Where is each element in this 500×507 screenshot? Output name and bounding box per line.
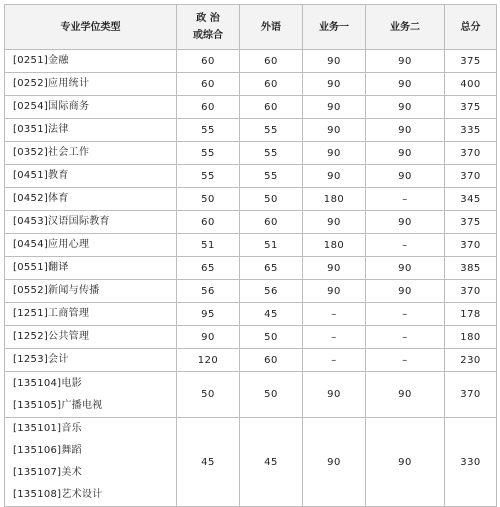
total-score-cell: 370 <box>445 280 497 303</box>
foreign-score-cell: 55 <box>240 142 303 165</box>
subject-two-score-cell: 90 <box>366 73 445 96</box>
header-politics-line2: 或综合 <box>193 30 223 41</box>
subject-two-score-cell: – <box>366 326 445 349</box>
politics-score-cell: 120 <box>177 349 240 372</box>
politics-score-cell: 60 <box>177 73 240 96</box>
category-label: [0551]翻译 <box>13 262 69 273</box>
category-label: [135105]广播电视 <box>13 399 103 411</box>
category-label: [135107]美术 <box>13 467 82 478</box>
category-label: [135101]音乐 <box>13 423 82 434</box>
subject-two-score-cell: – <box>366 234 445 257</box>
category-label: [135104]电影 <box>13 377 82 389</box>
category-cell <box>5 142 177 165</box>
category-cell <box>5 349 177 372</box>
header-politics <box>177 5 240 50</box>
total-score-cell: 400 <box>445 73 497 96</box>
politics-score-cell: 55 <box>177 165 240 188</box>
politics-score-cell: 56 <box>177 280 240 303</box>
category-label: [135106]舞蹈 <box>13 445 82 456</box>
category-label: [0351]法律 <box>13 124 69 135</box>
category-label: [1253]会计 <box>13 354 69 365</box>
foreign-score-cell: 50 <box>240 372 303 418</box>
foreign-score-cell: 50 <box>240 326 303 349</box>
table-row <box>5 349 497 372</box>
total-score-cell: 385 <box>445 257 497 280</box>
category-cell <box>5 234 177 257</box>
politics-score-cell: 60 <box>177 96 240 119</box>
politics-score-cell: 50 <box>177 188 240 211</box>
subject-two-score-cell: 90 <box>366 96 445 119</box>
subject-one-score-cell: – <box>303 349 366 372</box>
table-row <box>5 50 497 73</box>
politics-score-cell: 65 <box>177 257 240 280</box>
header-category: 专业学位类型 <box>5 5 177 50</box>
category-label: [0552]新闻与传播 <box>13 285 100 296</box>
category-cell <box>5 119 177 142</box>
subject-one-score-cell: – <box>303 303 366 326</box>
category-label: [135108]艺术设计 <box>13 489 103 500</box>
foreign-score-cell: 45 <box>240 303 303 326</box>
subject-one-score-cell: – <box>303 326 366 349</box>
category-label: [0352]社会工作 <box>13 147 90 158</box>
category-label: [0452]体育 <box>13 193 69 204</box>
foreign-score-cell: 65 <box>240 257 303 280</box>
total-score-cell: 370 <box>445 372 497 418</box>
subject-one-score-cell: 90 <box>303 165 366 188</box>
category-label: [0254]国际商务 <box>13 101 90 112</box>
total-score-cell: 375 <box>445 50 497 73</box>
subject-two-score-cell: 90 <box>366 165 445 188</box>
table-row <box>5 119 497 142</box>
category-label: [0252]应用统计 <box>13 78 90 89</box>
category-cell <box>5 280 177 303</box>
subject-two-score-cell: 90 <box>366 280 445 303</box>
foreign-score-cell: 55 <box>240 165 303 188</box>
subject-two-score-cell: 90 <box>366 142 445 165</box>
category-cell <box>5 326 177 349</box>
total-score-cell: 335 <box>445 119 497 142</box>
header-politics-line1: 政 治 <box>196 13 220 24</box>
score-line-table <box>4 4 497 507</box>
header-total: 总分 <box>445 5 497 50</box>
subject-two-score-cell: – <box>366 303 445 326</box>
category-label: [0453]汉语国际教育 <box>13 216 110 227</box>
category-cell <box>5 211 177 234</box>
total-score-cell: 375 <box>445 96 497 119</box>
table-row <box>5 372 497 418</box>
category-label: [0251]金融 <box>13 55 69 66</box>
politics-score-cell: 45 <box>177 418 240 507</box>
total-score-cell: 375 <box>445 211 497 234</box>
foreign-score-cell: 55 <box>240 119 303 142</box>
category-cell <box>5 73 177 96</box>
foreign-score-cell: 51 <box>240 234 303 257</box>
table-row <box>5 211 497 234</box>
table-row <box>5 280 497 303</box>
category-cell <box>5 96 177 119</box>
subject-one-score-cell: 90 <box>303 418 366 507</box>
foreign-score-cell: 60 <box>240 73 303 96</box>
foreign-score-cell: 45 <box>240 418 303 507</box>
header-subject-two: 业务二 <box>366 5 445 50</box>
table-row <box>5 142 497 165</box>
foreign-score-cell: 60 <box>240 211 303 234</box>
subject-one-score-cell: 90 <box>303 73 366 96</box>
subject-two-score-cell: 90 <box>366 50 445 73</box>
politics-score-cell: 60 <box>177 211 240 234</box>
total-score-cell: 230 <box>445 349 497 372</box>
foreign-score-cell: 60 <box>240 50 303 73</box>
total-score-cell: 370 <box>445 165 497 188</box>
category-cell <box>5 418 177 507</box>
subject-two-score-cell: – <box>366 188 445 211</box>
politics-score-cell: 90 <box>177 326 240 349</box>
foreign-score-cell: 60 <box>240 96 303 119</box>
table-row <box>5 326 497 349</box>
subject-one-score-cell: 90 <box>303 280 366 303</box>
category-cell <box>5 303 177 326</box>
politics-score-cell: 50 <box>177 372 240 418</box>
total-score-cell: 370 <box>445 142 497 165</box>
category-cell <box>5 165 177 188</box>
subject-one-score-cell: 180 <box>303 234 366 257</box>
foreign-score-cell: 56 <box>240 280 303 303</box>
politics-score-cell: 60 <box>177 50 240 73</box>
subject-two-score-cell: – <box>366 349 445 372</box>
subject-one-score-cell: 180 <box>303 188 366 211</box>
foreign-score-cell: 60 <box>240 349 303 372</box>
category-cell <box>5 188 177 211</box>
subject-one-score-cell: 90 <box>303 142 366 165</box>
foreign-score-cell: 50 <box>240 188 303 211</box>
category-label: [1251]工商管理 <box>13 308 90 319</box>
subject-two-score-cell: 90 <box>366 257 445 280</box>
politics-score-cell: 55 <box>177 142 240 165</box>
total-score-cell: 370 <box>445 234 497 257</box>
table-row <box>5 303 497 326</box>
category-cell <box>5 372 177 418</box>
category-label: [0451]教育 <box>13 170 69 181</box>
total-score-cell: 178 <box>445 303 497 326</box>
total-score-cell: 345 <box>445 188 497 211</box>
table-body <box>5 50 497 507</box>
subject-one-score-cell: 90 <box>303 372 366 418</box>
table-row <box>5 257 497 280</box>
subject-two-score-cell: 90 <box>366 211 445 234</box>
subject-one-score-cell: 90 <box>303 50 366 73</box>
politics-score-cell: 95 <box>177 303 240 326</box>
subject-one-score-cell: 90 <box>303 96 366 119</box>
subject-two-score-cell: 90 <box>366 418 445 507</box>
table-row <box>5 96 497 119</box>
table-row <box>5 165 497 188</box>
subject-two-score-cell: 90 <box>366 372 445 418</box>
category-label: [0454]应用心理 <box>13 239 90 250</box>
politics-score-cell: 51 <box>177 234 240 257</box>
table-header-row <box>5 5 497 50</box>
header-subject-one: 业务一 <box>303 5 366 50</box>
category-cell <box>5 50 177 73</box>
total-score-cell: 330 <box>445 418 497 507</box>
category-cell <box>5 257 177 280</box>
total-score-cell: 180 <box>445 326 497 349</box>
subject-one-score-cell: 90 <box>303 257 366 280</box>
politics-score-cell: 55 <box>177 119 240 142</box>
subject-two-score-cell: 90 <box>366 119 445 142</box>
subject-one-score-cell: 90 <box>303 119 366 142</box>
table-row <box>5 73 497 96</box>
table-row <box>5 188 497 211</box>
category-label: [1252]公共管理 <box>13 331 90 342</box>
subject-one-score-cell: 90 <box>303 211 366 234</box>
header-foreign-language: 外语 <box>240 5 303 50</box>
table-row <box>5 418 497 507</box>
table-row <box>5 234 497 257</box>
